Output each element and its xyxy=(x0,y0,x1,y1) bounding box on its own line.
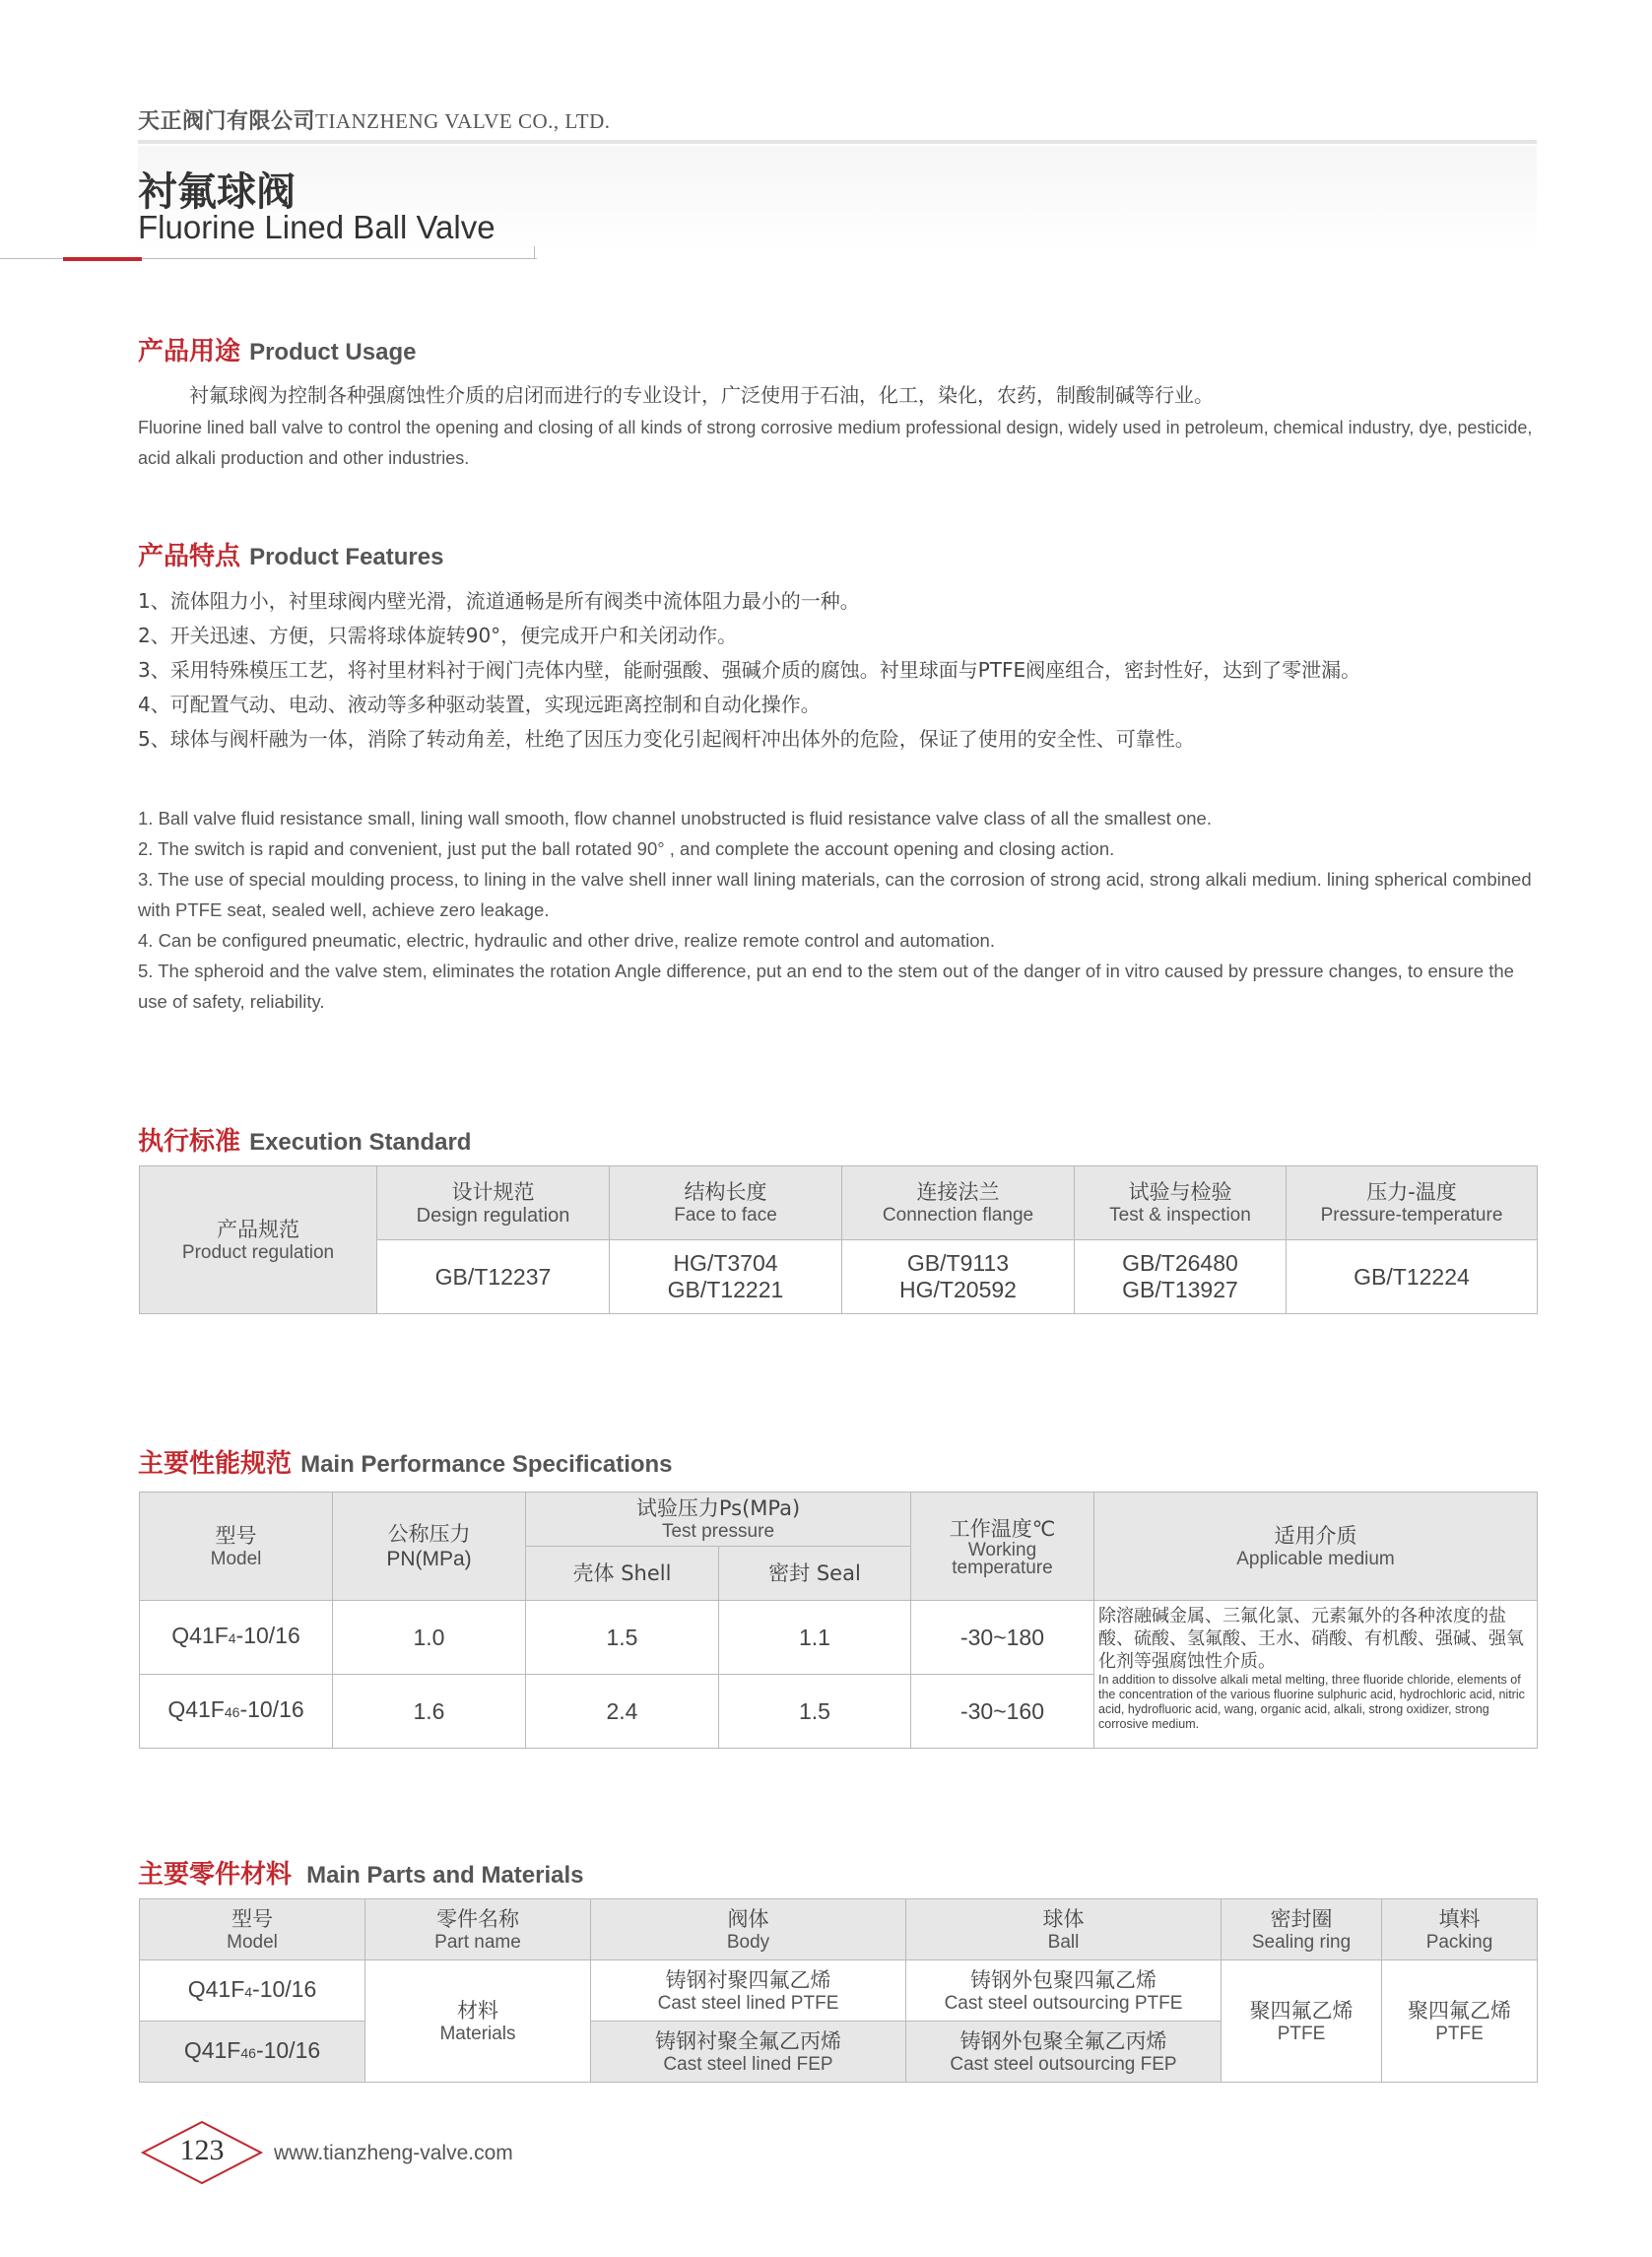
perf-header-pn xyxy=(333,1493,526,1601)
standard-value-cell xyxy=(1287,1240,1538,1314)
materials-ball-cn: 铸钢外包聚四氟乙烯 xyxy=(970,1967,1156,1992)
perf-header-en: Applicable medium xyxy=(1236,1548,1395,1569)
standard-header-en: Face to face xyxy=(674,1205,777,1226)
page-title-cn: 衬氟球阀 xyxy=(138,169,296,215)
standard-value: GB/T26480 xyxy=(1122,1250,1238,1276)
perf-pn-cell xyxy=(333,1601,526,1675)
materials-table xyxy=(139,1898,1538,2083)
standard-row-head-cn: 产品规范 xyxy=(217,1217,299,1241)
materials-header-cn: 填料 xyxy=(1438,1906,1481,1931)
perf-temp-cell xyxy=(911,1601,1094,1675)
usage-text-en: Fluorine lined ball valve to control the opening and closing of all kinds of strong corrosive medium professional design, widely used in petroleum, chemical industry, dye, pesticide, acid alkali production and other industries. xyxy=(138,418,1533,468)
perf-header-cn: 试验压力Ps(MPa) xyxy=(635,1496,801,1520)
perf-header-en: Working xyxy=(967,1539,1037,1560)
perf-header-medium xyxy=(1094,1493,1538,1601)
page-number: 123 xyxy=(179,2134,225,2166)
materials-part-cell xyxy=(365,1960,591,2083)
standard-value-cell xyxy=(842,1240,1075,1314)
standard-value-cell xyxy=(610,1240,842,1314)
materials-heading xyxy=(138,1854,584,1891)
model-subscript: 4 xyxy=(228,1630,236,1646)
materials-heading-cn: 主要零件材料 xyxy=(138,1860,293,1890)
model-subscript: 46 xyxy=(224,1704,240,1720)
materials-body-cn: 铸钢衬聚四氟乙烯 xyxy=(665,1967,831,1992)
materials-packing-cn: 聚四氟乙烯 xyxy=(1408,1998,1511,2023)
medium-text-cn: 除溶融碱金属、三氟化氯、元素氟外的各种浓度的盐酸、硫酸、氢氟酸、王水、硝酸、有机酸、强碱、强氧化剂等强腐蚀性介质。 xyxy=(1098,1606,1524,1672)
materials-header-en: Part name xyxy=(434,1931,521,1953)
standard-heading-cn: 执行标准 xyxy=(138,1127,241,1157)
materials-header-en: Body xyxy=(726,1931,770,1953)
title-accent-bar xyxy=(63,257,142,261)
perf-seal-cell xyxy=(719,1601,911,1675)
company-name-cn: 天正阀门有限公司 xyxy=(138,109,316,134)
perf-value: -30~160 xyxy=(959,1697,1045,1724)
perf-header-shell xyxy=(526,1547,719,1601)
materials-model-cell xyxy=(140,2022,365,2083)
performance-heading-en: Main Performance Specifications xyxy=(300,1451,673,1478)
materials-ball-cell xyxy=(906,1960,1222,2022)
model-text: -10/16 xyxy=(239,1696,304,1722)
standard-header-en: Pressure-temperature xyxy=(1320,1205,1503,1226)
materials-header-cell xyxy=(1382,1899,1538,1960)
materials-part-cn: 材料 xyxy=(457,1998,498,2023)
materials-sealing-cell xyxy=(1222,1960,1382,2083)
materials-part-en: Materials xyxy=(439,2023,516,2044)
standard-value-cell xyxy=(377,1240,610,1314)
usage-heading xyxy=(138,331,416,367)
features-heading xyxy=(138,536,443,572)
website-link[interactable]: www.tianzheng-valve.com xyxy=(274,2142,513,2164)
perf-header-test xyxy=(526,1493,911,1547)
features-heading-en: Product Features xyxy=(249,544,444,570)
materials-packing-en: PTFE xyxy=(1435,2023,1484,2044)
materials-header-cell xyxy=(591,1899,906,1960)
model-subscript: 46 xyxy=(240,2044,256,2061)
model-text: -10/16 xyxy=(255,2036,321,2063)
performance-heading xyxy=(138,1443,673,1480)
materials-ball-en: Cast steel outsourcing PTFE xyxy=(944,1992,1183,2014)
model-subscript: 4 xyxy=(244,1983,253,2000)
standard-header-en: Connection flange xyxy=(882,1205,1034,1226)
model-text: Q41F xyxy=(167,1696,225,1722)
usage-heading-cn: 产品用途 xyxy=(138,337,241,366)
perf-header-en: Test pressure xyxy=(661,1521,775,1542)
feature-item-en: 3. The use of special moulding process, to lining in the valve shell inner wall lining materials, can the corrosion of strong acid, strong alkali medium. lining spherical combined with PTFE seat, sealed well, achieve zero leakage. xyxy=(138,869,1532,920)
standard-header-cell xyxy=(842,1166,1075,1240)
feature-item-cn: 3、采用特殊模压工艺，将衬里材料衬于阀门壳体内壁，能耐强酸、强碱介质的腐蚀。衬里球面与PTFE阀座组合，密封性好，达到了零泄漏。 xyxy=(138,658,1361,682)
materials-header-cell xyxy=(906,1899,1222,1960)
table-row xyxy=(140,1960,1538,2022)
perf-header-en: temperature xyxy=(952,1557,1053,1578)
materials-header-cell xyxy=(140,1899,365,1960)
perf-value: 1.1 xyxy=(799,1624,830,1650)
materials-body-cn: 铸钢衬聚全氟乙丙烯 xyxy=(655,2028,841,2053)
perf-pn-cell xyxy=(333,1675,526,1749)
model-text: Q41F xyxy=(171,1623,229,1648)
materials-header-en: Model xyxy=(227,1931,278,1953)
materials-header-en: Ball xyxy=(1047,1931,1080,1953)
perf-header-cn: 型号 xyxy=(215,1523,257,1548)
materials-header-cn: 零件名称 xyxy=(436,1906,519,1931)
materials-header-cn: 密封圈 xyxy=(1270,1906,1333,1931)
perf-header-model xyxy=(140,1493,333,1601)
feature-item-en: 2. The switch is rapid and convenient, just put the ball rotated 90° , and complete the account opening and closing action. xyxy=(138,838,1115,859)
standard-header-cn: 结构长度 xyxy=(684,1180,767,1204)
feature-item-en: 4. Can be configured pneumatic, electric, hydraulic and other drive, realize remote control and automation. xyxy=(138,930,995,951)
materials-ball-en: Cast steel outsourcing FEP xyxy=(950,2053,1177,2075)
table-row xyxy=(140,1601,1538,1675)
perf-value: 1.5 xyxy=(606,1624,638,1650)
materials-model-cell xyxy=(140,1960,365,2022)
standard-header-cell xyxy=(1075,1166,1287,1240)
standard-header-cn: 试验与检验 xyxy=(1128,1180,1232,1204)
standard-value: GB/T12224 xyxy=(1354,1263,1470,1290)
perf-value: 1.6 xyxy=(413,1697,445,1724)
feature-item-en: 1. Ball valve fluid resistance small, lining wall smooth, flow channel unobstructed is fluid resistance valve class of all the smallest one. xyxy=(138,808,1212,829)
materials-header-cn: 球体 xyxy=(1042,1906,1085,1931)
perf-temp-cell xyxy=(911,1675,1094,1749)
model-text: -10/16 xyxy=(235,1623,300,1648)
features-heading-cn: 产品特点 xyxy=(138,542,241,571)
feature-item-cn: 5、球体与阀杆融为一体，消除了转动角差，杜绝了因压力变化引起阀杆冲出体外的危险，保证了使用的安全性、可靠性。 xyxy=(138,727,1195,751)
perf-shell-cell xyxy=(526,1601,719,1675)
materials-packing-cell xyxy=(1382,1960,1538,2083)
standard-heading-en: Execution Standard xyxy=(249,1129,472,1156)
materials-body-cell xyxy=(591,1960,906,2022)
page-title-en: Fluorine Lined Ball Valve xyxy=(138,209,496,245)
materials-header-cell xyxy=(1222,1899,1382,1960)
perf-model-cell xyxy=(140,1675,333,1749)
perf-header-en: Model xyxy=(210,1548,262,1569)
materials-heading-en: Main Parts and Materials xyxy=(306,1862,584,1889)
title-underline-tick xyxy=(534,246,535,259)
model-text: Q41F xyxy=(187,1975,245,2002)
company-name xyxy=(138,104,611,135)
performance-table xyxy=(139,1492,1538,1749)
standard-value: GB/T12237 xyxy=(434,1263,552,1290)
perf-medium-cell xyxy=(1094,1601,1538,1749)
standard-value: HG/T3704 xyxy=(673,1250,778,1276)
company-name-en: TIANZHENG VALVE CO., LTD. xyxy=(315,109,611,133)
materials-header-en: Packing xyxy=(1425,1931,1493,1953)
feature-item-en: 5. The spheroid and the valve stem, eliminates the rotation Angle difference, put an end to the stem out of the danger of in vitro caused by pressure changes, to ensure the use of safety, reliability. xyxy=(138,961,1514,1012)
perf-value: 1.5 xyxy=(799,1697,830,1724)
standard-header-en: Test & inspection xyxy=(1109,1205,1251,1226)
feature-item-cn: 1、流体阻力小，衬里球阀内壁光滑，流道通畅是所有阀类中流体阻力最小的一种。 xyxy=(138,589,860,613)
features-list-en xyxy=(138,803,1547,1017)
standard-heading xyxy=(138,1121,471,1158)
materials-header-cn: 阀体 xyxy=(727,1906,769,1931)
materials-body-en: Cast steel lined FEP xyxy=(663,2053,833,2075)
model-text: -10/16 xyxy=(252,1975,317,2002)
perf-shell-cell xyxy=(526,1675,719,1749)
perf-header-shell-label: 壳体 Shell xyxy=(572,1561,672,1585)
standard-row-head-en: Product regulation xyxy=(181,1241,335,1263)
perf-seal-cell xyxy=(719,1675,911,1749)
perf-model-cell xyxy=(140,1601,333,1675)
perf-header-cn: 公称压力 xyxy=(387,1521,471,1546)
feature-item-cn: 2、开关迅速、方便，只需将球体旋转90°，便完成开户和关闭动作。 xyxy=(138,624,738,647)
materials-body-cell xyxy=(591,2022,906,2083)
standard-value: GB/T13927 xyxy=(1122,1277,1238,1302)
standard-header-cell xyxy=(377,1166,610,1240)
standard-value: GB/T9113 xyxy=(906,1250,1010,1276)
perf-value: -30~180 xyxy=(959,1624,1045,1650)
standard-header-en: Design regulation xyxy=(416,1205,570,1227)
materials-header-cn: 型号 xyxy=(231,1906,273,1931)
standard-row-head xyxy=(140,1166,377,1314)
performance-heading-cn: 主要性能规范 xyxy=(138,1449,293,1479)
materials-header-cell xyxy=(365,1899,591,1960)
materials-header-en: Sealing ring xyxy=(1251,1931,1352,1953)
materials-ball-cn: 铸钢外包聚全氟乙丙烯 xyxy=(959,2028,1167,2053)
standard-value: GB/T12221 xyxy=(667,1277,784,1302)
perf-header-temp xyxy=(911,1493,1094,1601)
materials-sealing-cn: 聚四氟乙烯 xyxy=(1249,1998,1354,2023)
perf-header-seal-label: 密封 Seal xyxy=(768,1561,861,1585)
standard-header-cn: 压力-温度 xyxy=(1366,1180,1457,1204)
usage-heading-en: Product Usage xyxy=(249,339,417,365)
standard-header-cell xyxy=(1287,1166,1538,1240)
perf-header-cn: 适用介质 xyxy=(1274,1523,1357,1548)
perf-value: 2.4 xyxy=(606,1697,638,1724)
features-list-cn xyxy=(138,584,1547,757)
standard-value: HG/T20592 xyxy=(899,1277,1017,1302)
usage-text-cn: 衬氟球阀为控制各种强腐蚀性介质的启闭而进行的专业设计，广泛使用于石油，化工，染化，农药，制酸制碱等行业。 xyxy=(189,383,1214,407)
model-text: Q41F xyxy=(183,2036,241,2063)
materials-ball-cell xyxy=(906,2022,1222,2083)
feature-item-cn: 4、可配置气动、电动、液动等多种驱动装置，实现远距离控制和自动化操作。 xyxy=(138,693,821,716)
standard-table xyxy=(139,1165,1538,1314)
medium-text-en: In addition to dissolve alkali metal melting, three fluoride chloride, elements of the concentration of the various fluorine sulphuric acid, hydrochloric acid, nitric acid, hydrofluoric acid, wang, organic acid, alkali, strong oxidizer, strong corrosive medium. xyxy=(1098,1673,1525,1731)
materials-body-en: Cast steel lined PTFE xyxy=(657,1992,839,2014)
perf-header-en: PN(MPa) xyxy=(386,1547,472,1570)
standard-value-cell xyxy=(1075,1240,1287,1314)
perf-value: 1.0 xyxy=(413,1624,445,1650)
header-band xyxy=(138,140,1537,144)
standard-header-cn: 设计规范 xyxy=(451,1180,535,1204)
materials-sealing-en: PTFE xyxy=(1277,2023,1326,2044)
perf-header-cn: 工作温度℃ xyxy=(949,1516,1056,1541)
standard-header-cell xyxy=(610,1166,842,1240)
perf-header-seal xyxy=(719,1547,911,1601)
standard-header-cn: 连接法兰 xyxy=(916,1180,1000,1204)
